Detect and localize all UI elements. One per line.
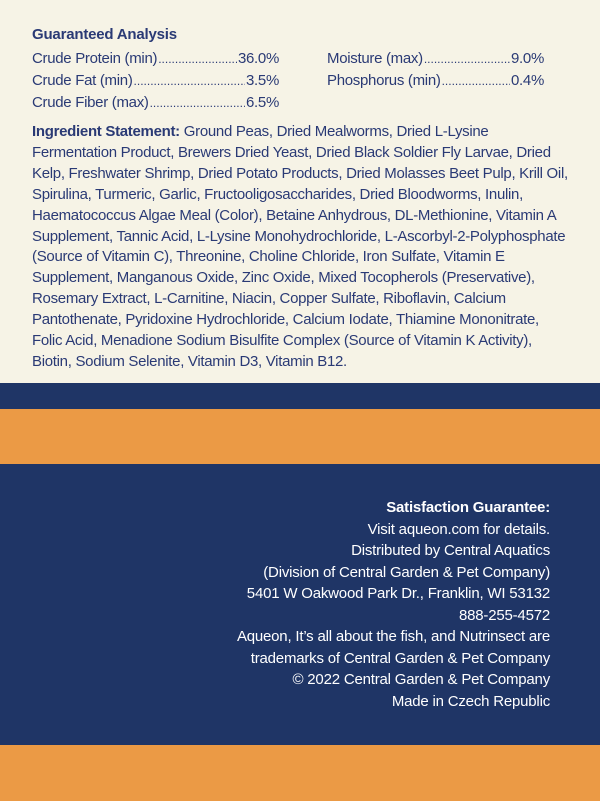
leader-dots bbox=[158, 50, 237, 67]
guarantee-line: 5401 W Oakwood Park Dr., Franklin, WI 53132 bbox=[246, 585, 550, 602]
analysis-row-phosphorus bbox=[327, 72, 544, 89]
analysis-row-fiber bbox=[32, 94, 279, 111]
guarantee-line: © 2022 Central Garden & Pet Company bbox=[292, 671, 550, 688]
guarantee-line: Visit aqueon.com for details. bbox=[367, 520, 550, 538]
guarantee-line: 888-255-4572 bbox=[458, 606, 550, 624]
guarantee-heading: Satisfaction Guarantee: bbox=[386, 499, 550, 516]
guarantee-line: trademarks of Central Garden & Pet Company bbox=[250, 649, 550, 667]
ingredient-statement bbox=[32, 122, 572, 373]
analysis-row-moisture bbox=[327, 50, 544, 67]
analysis-value: 36.0% bbox=[237, 50, 279, 67]
analysis-row-protein bbox=[32, 50, 279, 67]
leader-dots bbox=[442, 72, 510, 89]
analysis-label: Crude Fiber (max) bbox=[32, 94, 149, 111]
guarantee-line: (Division of Central Garden & Pet Company) bbox=[263, 563, 550, 581]
ingredient-text: Ground Peas, Dried Mealworms, Dried L-Lysine Fermentation Product, Brewers Dried Yeast, Dried Black Soldier Fly Larvae, Dried Kelp, Freshwater Shrimp, Dried Potato Products, Dried Molasses Beet Pulp, Krill Oil, Spirulina, Turmeric, Garlic, Fructooligosaccharides, Dried Bloodworms, Inulin, Haematococcus Algae Meal (Color), Betaine Anhydrous, DL-Methionine, Vitamin A Supplement, Tannic Acid, L-Lysine Monohydrochloride, L-Ascorbyl-2-Polyphosphate (Source of Vitamin C), Threonine, Choline Chloride, Iron Sulfate, Vitamin E Supplement, Manganous Oxide, Zinc Oxide, Mixed Tocopherols (Preservative), Rosemary Extract, L-Carnitine, Niacin, Copper Sulfate, Riboflavin, Calcium Pantothenate, Pyridoxine Hydrochloride, Calcium Iodate, Thiamine Mononitrate, Folic Acid, Menadione Sodium Bisulfite Complex (Source of Vitamin K Activity), Biotin, Sodium Selenite, Vitamin D3, Vitamin B12. bbox=[32, 123, 568, 370]
guarantee-line: Aqueon, It’s all about the fish, and Nutrinsect are bbox=[236, 628, 550, 645]
guarantee-line: Distributed by Central Aquatics bbox=[351, 542, 550, 559]
label-panel bbox=[0, 0, 600, 383]
ingredient-heading: Ingredient Statement: bbox=[32, 123, 180, 140]
analysis-row-fat bbox=[32, 72, 279, 89]
leader-dots bbox=[424, 50, 510, 67]
analysis-label: Phosphorus (min) bbox=[327, 72, 441, 89]
analysis-label: Moisture (max) bbox=[327, 50, 423, 67]
leader-dots bbox=[150, 94, 245, 111]
analysis-label: Crude Protein (min) bbox=[32, 50, 158, 67]
analysis-value: 3.5% bbox=[246, 72, 279, 89]
navy-band bbox=[0, 383, 600, 409]
orange-band bbox=[0, 409, 600, 464]
analysis-label: Crude Fat (min) bbox=[32, 72, 133, 89]
analysis-value: 0.4% bbox=[511, 72, 544, 89]
analysis-value: 9.0% bbox=[511, 50, 544, 67]
orange-band-bottom bbox=[0, 745, 600, 801]
guarantee-line: Made in Czech Republic bbox=[391, 692, 550, 710]
analysis-value: 6.5% bbox=[246, 94, 279, 111]
guaranteed-analysis-title: Guaranteed Analysis bbox=[32, 26, 177, 43]
satisfaction-guarantee bbox=[237, 497, 550, 712]
leader-dots bbox=[134, 72, 245, 89]
